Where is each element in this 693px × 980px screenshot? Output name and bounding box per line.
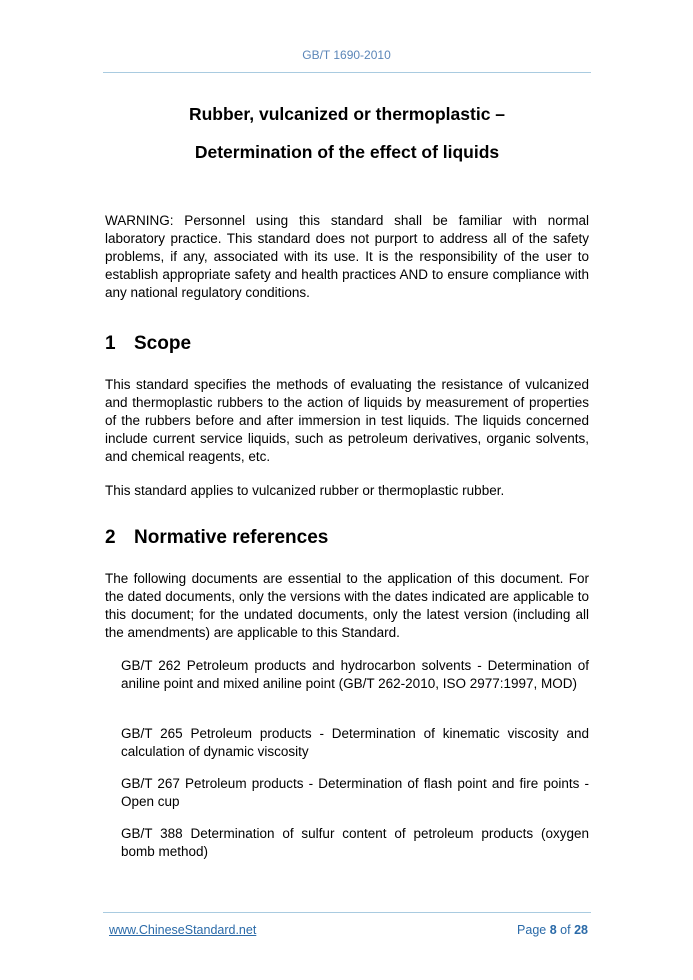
- total-pages: 28: [574, 923, 588, 937]
- reference-item: GB/T 262 Petroleum products and hydrocarbon solvents - Determination of aniline point and mixed aniline point (GB/T 262-2010, ISO 2977:1997, MOD): [121, 658, 589, 692]
- page-indicator: [517, 923, 588, 937]
- section-number: 1: [105, 333, 116, 354]
- page-of: of: [560, 923, 571, 937]
- warning-paragraph: WARNING: Personnel using this standard shall be familiar with normal laboratory practice. This standard does not purport to address all of the safety problems, if any, associated with its use. It is the responsibility of the user to establish appropriate safety and health practices AND to ensure compliance with any national regulatory conditions.: [105, 213, 589, 301]
- website-link[interactable]: www.ChineseStandard.net: [109, 923, 257, 937]
- footer-divider: [103, 912, 591, 913]
- section-number: 2: [105, 527, 116, 548]
- section-heading-normative-references: [105, 527, 328, 549]
- document-title-line-1: Rubber, vulcanized or thermoplastic –: [188, 104, 506, 124]
- section-heading-scope: [105, 333, 191, 355]
- reference-item: GB/T 265 Petroleum products - Determination of kinematic viscosity and calculation of dynamic viscosity: [121, 726, 589, 760]
- header-doc-code: GB/T 1690-2010: [302, 48, 391, 62]
- header-divider: [103, 72, 591, 73]
- scope-paragraph-2: This standard applies to vulcanized rubber or thermoplastic rubber.: [105, 483, 505, 498]
- section-title: Scope: [134, 333, 192, 354]
- reference-item: GB/T 388 Determination of sulfur content of petroleum products (oxygen bomb method): [121, 826, 589, 860]
- section-title: Normative references: [134, 527, 329, 548]
- current-page-number: 8: [549, 923, 557, 937]
- page-prefix: Page: [517, 923, 547, 937]
- references-intro-paragraph: The following documents are essential to the application of this document. For the dated documents, only the versions with the dates indicated are applicable to this document; for the undated documents, only the latest version (including all the amendments) are applicable to this Standard.: [105, 571, 589, 641]
- reference-item: GB/T 267 Petroleum products - Determination of flash point and fire points - Open cup: [121, 776, 589, 810]
- document-title-line-2: Determination of the effect of liquids: [194, 142, 500, 162]
- scope-paragraph-1: This standard specifies the methods of evaluating the resistance of vulcanized and thermoplastic rubbers to the action of liquids by measurement of properties of the rubbers before and after immersion in test liquids. The liquids concerned include current service liquids, such as petroleum derivatives, organic solvents, and chemical reagents, etc.: [105, 377, 589, 465]
